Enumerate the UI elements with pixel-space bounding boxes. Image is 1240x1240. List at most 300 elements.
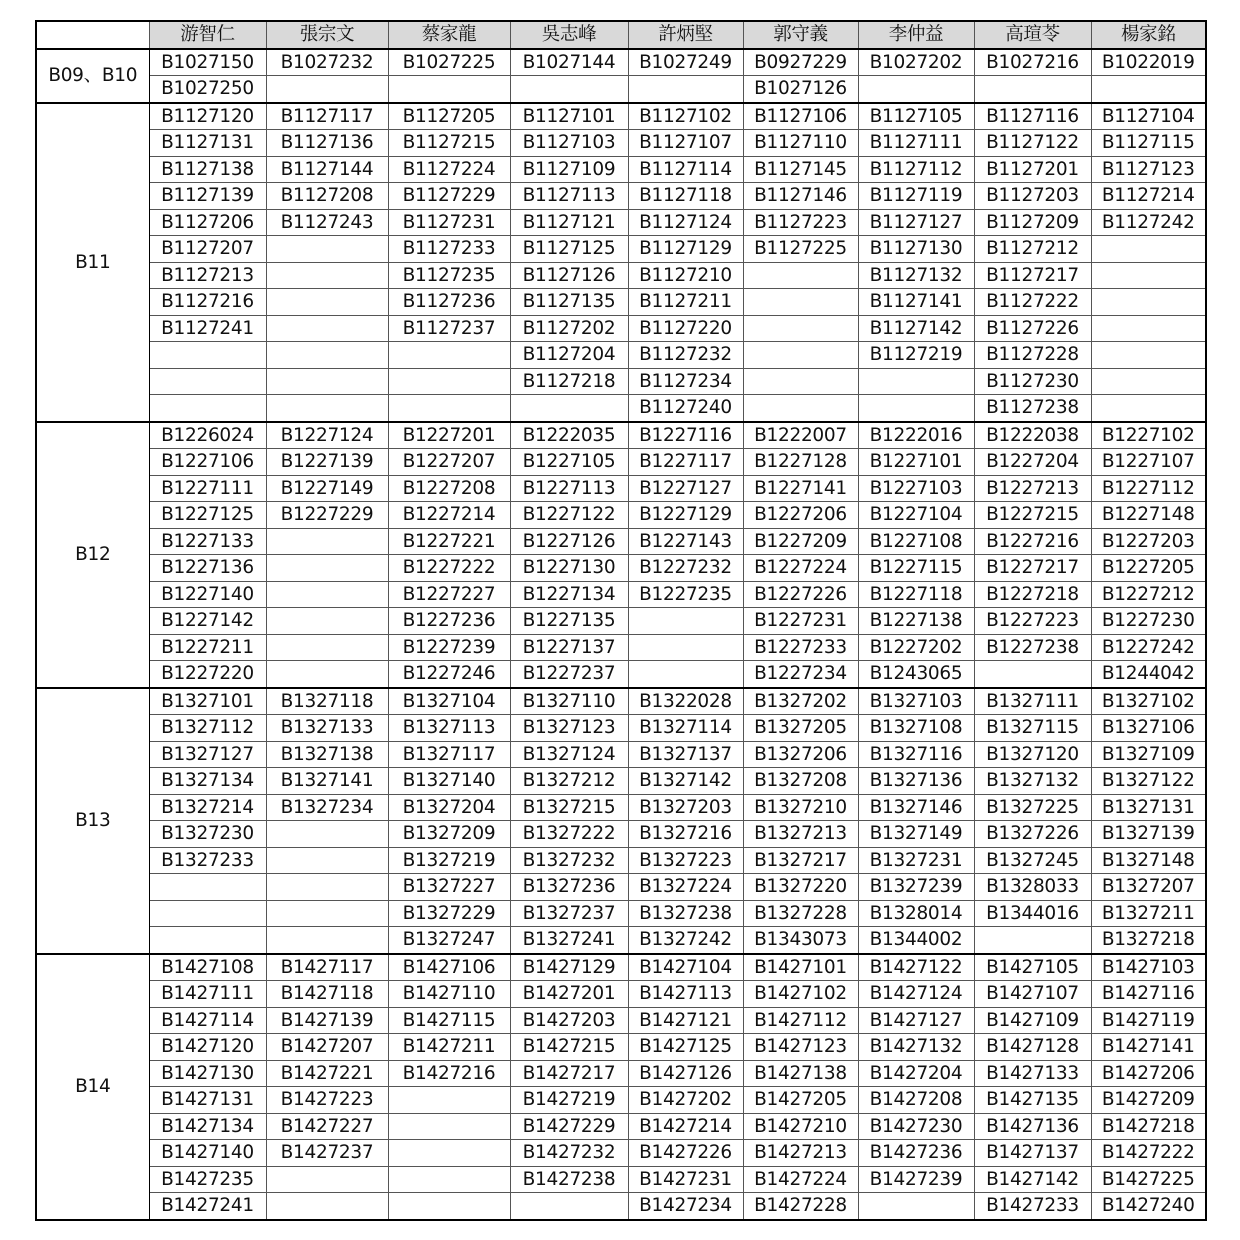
student-id-cell: B1427207 xyxy=(266,1034,388,1061)
table-row xyxy=(36,581,1206,608)
student-id-cell: B1127241 xyxy=(149,315,266,342)
student-id-cell: B1127242 xyxy=(1091,209,1206,236)
table-row xyxy=(36,1166,1206,1193)
student-id-cell: B1127229 xyxy=(388,183,510,210)
student-id-cell: B1327112 xyxy=(149,715,266,742)
student-id-cell: B1327211 xyxy=(1091,900,1206,927)
student-id-cell: B1327109 xyxy=(1091,741,1206,768)
student-id-cell: B1227122 xyxy=(510,502,628,529)
student-id-cell: B1027216 xyxy=(974,49,1091,76)
student-id-cell xyxy=(266,368,388,395)
student-id-cell: B1227229 xyxy=(266,502,388,529)
student-id-cell: B1227143 xyxy=(628,528,743,555)
student-id-cell xyxy=(1091,76,1206,103)
student-id-cell: B1427230 xyxy=(858,1113,974,1140)
student-id-cell: B1227204 xyxy=(974,449,1091,476)
student-id-cell: B1127209 xyxy=(974,209,1091,236)
student-id-cell xyxy=(388,1166,510,1193)
student-id-cell: B1427126 xyxy=(628,1060,743,1087)
student-id-cell: B1427237 xyxy=(266,1140,388,1167)
student-id-cell: B1427114 xyxy=(149,1007,266,1034)
student-id-cell: B1427105 xyxy=(974,954,1091,981)
student-id-cell: B1327140 xyxy=(388,768,510,795)
student-id-cell: B1327229 xyxy=(388,900,510,927)
student-id-cell: B1227101 xyxy=(858,449,974,476)
student-id-cell: B1227133 xyxy=(149,528,266,555)
student-id-cell: B1327202 xyxy=(743,688,858,715)
student-id-cell xyxy=(149,927,266,954)
student-id-cell: B1227218 xyxy=(974,581,1091,608)
student-id-cell: B1327134 xyxy=(149,768,266,795)
student-id-cell: B1427214 xyxy=(628,1113,743,1140)
student-id-cell xyxy=(149,342,266,369)
student-id-cell xyxy=(266,847,388,874)
student-id-cell: B1427202 xyxy=(628,1087,743,1114)
student-id-cell: B1427136 xyxy=(974,1113,1091,1140)
student-id-cell xyxy=(266,1193,388,1220)
student-id-cell: B1127218 xyxy=(510,368,628,395)
student-id-cell: B1427101 xyxy=(743,954,858,981)
student-id-cell: B1127235 xyxy=(388,262,510,289)
table-row xyxy=(36,927,1206,954)
student-id-cell: B1427130 xyxy=(149,1060,266,1087)
student-id-cell: B1227246 xyxy=(388,661,510,688)
student-id-cell: B1427217 xyxy=(510,1060,628,1087)
student-id-cell: B1328033 xyxy=(974,874,1091,901)
student-id-cell: B1427238 xyxy=(510,1166,628,1193)
student-id-cell: B1427103 xyxy=(1091,954,1206,981)
student-id-cell: B1127144 xyxy=(266,156,388,183)
student-id-cell: B1127104 xyxy=(1091,103,1206,130)
student-id-cell: B1327116 xyxy=(858,741,974,768)
student-id-cell: B1222038 xyxy=(974,422,1091,449)
student-id-cell: B1127213 xyxy=(149,262,266,289)
student-id-cell: B1127102 xyxy=(628,103,743,130)
student-id-cell: B1427226 xyxy=(628,1140,743,1167)
student-id-cell: B1327217 xyxy=(743,847,858,874)
student-id-cell: B1427113 xyxy=(628,981,743,1008)
student-id-cell: B1327104 xyxy=(388,688,510,715)
student-id-cell: B1327219 xyxy=(388,847,510,874)
student-id-cell: B1327111 xyxy=(974,688,1091,715)
student-id-cell: B1427204 xyxy=(858,1060,974,1087)
student-id-cell: B1327114 xyxy=(628,715,743,742)
student-id-cell: B0927229 xyxy=(743,49,858,76)
student-id-cell: B1327132 xyxy=(974,768,1091,795)
student-id-cell: B1027250 xyxy=(149,76,266,103)
student-id-cell: B1427224 xyxy=(743,1166,858,1193)
table-row xyxy=(36,900,1206,927)
student-id-cell: B1127101 xyxy=(510,103,628,130)
column-header-advisor: 楊家銘 xyxy=(1091,21,1206,49)
table-row xyxy=(36,1087,1206,1114)
student-id-cell: B1227106 xyxy=(149,449,266,476)
student-id-cell: B1127234 xyxy=(628,368,743,395)
student-id-cell xyxy=(743,315,858,342)
student-id-cell: B1327232 xyxy=(510,847,628,874)
student-id-cell: B1127129 xyxy=(628,236,743,263)
student-id-cell: B1327241 xyxy=(510,927,628,954)
student-id-cell: B1227215 xyxy=(974,502,1091,529)
table-row xyxy=(36,76,1206,103)
student-id-cell: B1427203 xyxy=(510,1007,628,1034)
student-id-cell: B1427131 xyxy=(149,1087,266,1114)
student-id-cell: B1127122 xyxy=(974,130,1091,157)
student-id-cell xyxy=(388,1087,510,1114)
student-id-cell: B1327231 xyxy=(858,847,974,874)
student-id-cell: B1127243 xyxy=(266,209,388,236)
student-id-cell: B1227220 xyxy=(149,661,266,688)
student-id-cell: B1328014 xyxy=(858,900,974,927)
student-id-cell: B1427134 xyxy=(149,1113,266,1140)
student-id-cell: B1327228 xyxy=(743,900,858,927)
student-id-cell xyxy=(266,661,388,688)
student-id-cell: B1127217 xyxy=(974,262,1091,289)
student-id-cell: B1327209 xyxy=(388,821,510,848)
student-id-cell: B1227207 xyxy=(388,449,510,476)
student-id-cell: B1427110 xyxy=(388,981,510,1008)
student-id-cell: B1127207 xyxy=(149,236,266,263)
cohort-label: B11 xyxy=(36,103,149,422)
student-id-cell: B1227242 xyxy=(1091,634,1206,661)
student-id-cell: B1327106 xyxy=(1091,715,1206,742)
student-id-cell: B1327237 xyxy=(510,900,628,927)
table-row xyxy=(36,821,1206,848)
student-id-cell: B1427208 xyxy=(858,1087,974,1114)
table-row xyxy=(36,262,1206,289)
student-id-cell: B1222007 xyxy=(743,422,858,449)
student-id-cell: B1027249 xyxy=(628,49,743,76)
student-id-cell: B1327110 xyxy=(510,688,628,715)
student-id-cell: B1227112 xyxy=(1091,475,1206,502)
column-header-advisor: 游智仁 xyxy=(149,21,266,49)
student-id-cell xyxy=(266,315,388,342)
student-id-cell: B1327218 xyxy=(1091,927,1206,954)
student-id-cell: B1127228 xyxy=(974,342,1091,369)
student-id-cell xyxy=(510,76,628,103)
student-id-cell: B1427219 xyxy=(510,1087,628,1114)
table-row xyxy=(36,315,1206,342)
student-id-cell: B1327236 xyxy=(510,874,628,901)
student-id-cell: B1127230 xyxy=(974,368,1091,395)
student-id-cell: B1227104 xyxy=(858,502,974,529)
student-id-cell: B1427102 xyxy=(743,981,858,1008)
student-id-cell xyxy=(974,927,1091,954)
student-id-cell: B1427218 xyxy=(1091,1113,1206,1140)
cohort-label: B12 xyxy=(36,422,149,688)
student-id-cell: B1127110 xyxy=(743,130,858,157)
student-id-cell: B1427233 xyxy=(974,1193,1091,1220)
column-header-advisor: 許炳堅 xyxy=(628,21,743,49)
student-id-cell: B1427228 xyxy=(743,1193,858,1220)
student-id-cell: B1127222 xyxy=(974,289,1091,316)
student-id-cell: B1327203 xyxy=(628,794,743,821)
student-id-cell: B1227203 xyxy=(1091,528,1206,555)
student-id-cell: B1427138 xyxy=(743,1060,858,1087)
student-id-cell: B1127233 xyxy=(388,236,510,263)
student-id-cell: B1022019 xyxy=(1091,49,1206,76)
student-id-cell: B1227213 xyxy=(974,475,1091,502)
student-id-cell xyxy=(858,395,974,422)
student-id-cell xyxy=(266,262,388,289)
table-row xyxy=(36,130,1206,157)
student-id-cell: B1327215 xyxy=(510,794,628,821)
student-id-cell: B1327247 xyxy=(388,927,510,954)
column-header-advisor: 李仲益 xyxy=(858,21,974,49)
student-id-cell: B1327230 xyxy=(149,821,266,848)
student-id-cell: B1227130 xyxy=(510,555,628,582)
student-id-cell: B1127135 xyxy=(510,289,628,316)
table-row xyxy=(36,422,1206,449)
student-id-cell: B1127123 xyxy=(1091,156,1206,183)
student-id-cell: B1427125 xyxy=(628,1034,743,1061)
student-id-cell xyxy=(974,661,1091,688)
table-row xyxy=(36,981,1206,1008)
student-id-cell: B1427123 xyxy=(743,1034,858,1061)
corner-cell xyxy=(36,21,149,49)
student-id-cell: B1222035 xyxy=(510,422,628,449)
student-id-cell xyxy=(743,342,858,369)
student-id-cell xyxy=(388,1140,510,1167)
table-row xyxy=(36,1034,1206,1061)
student-id-cell: B1427215 xyxy=(510,1034,628,1061)
student-id-cell: B1127226 xyxy=(974,315,1091,342)
table-row xyxy=(36,49,1206,76)
student-id-cell: B1127215 xyxy=(388,130,510,157)
student-id-cell: B1427221 xyxy=(266,1060,388,1087)
student-id-cell: B1127138 xyxy=(149,156,266,183)
student-id-cell: B1427118 xyxy=(266,981,388,1008)
student-id-cell: B1427111 xyxy=(149,981,266,1008)
student-id-cell: B1127115 xyxy=(1091,130,1206,157)
student-id-cell: B1427234 xyxy=(628,1193,743,1220)
student-id-cell: B1127204 xyxy=(510,342,628,369)
student-id-cell xyxy=(266,821,388,848)
student-id-cell: B1327227 xyxy=(388,874,510,901)
student-id-cell xyxy=(510,1193,628,1220)
student-id-cell: B1327133 xyxy=(266,715,388,742)
table-row xyxy=(36,874,1206,901)
student-id-cell xyxy=(388,1113,510,1140)
table-row xyxy=(36,1007,1206,1034)
student-id-cell xyxy=(1091,368,1206,395)
student-id-cell: B1322028 xyxy=(628,688,743,715)
student-id-cell: B1127136 xyxy=(266,130,388,157)
student-id-cell: B1027225 xyxy=(388,49,510,76)
student-id-cell: B1227236 xyxy=(388,608,510,635)
column-header-advisor: 蔡家龍 xyxy=(388,21,510,49)
student-id-cell: B1227222 xyxy=(388,555,510,582)
student-id-cell: B1427133 xyxy=(974,1060,1091,1087)
student-id-cell xyxy=(858,76,974,103)
student-id-cell: B1427209 xyxy=(1091,1087,1206,1114)
student-id-cell: B1327213 xyxy=(743,821,858,848)
student-id-cell xyxy=(743,262,858,289)
student-id-cell: B1227232 xyxy=(628,555,743,582)
student-id-cell: B1327245 xyxy=(974,847,1091,874)
student-id-cell: B1227127 xyxy=(628,475,743,502)
student-id-cell: B1127119 xyxy=(858,183,974,210)
student-id-cell xyxy=(266,395,388,422)
student-id-cell: B1327222 xyxy=(510,821,628,848)
student-id-cell: B1127116 xyxy=(974,103,1091,130)
student-id-cell: B1127225 xyxy=(743,236,858,263)
student-id-cell: B1227206 xyxy=(743,502,858,529)
table-header xyxy=(36,21,1206,49)
table-row xyxy=(36,688,1206,715)
student-id-cell xyxy=(628,608,743,635)
student-id-cell: B1227202 xyxy=(858,634,974,661)
student-id-cell: B1427213 xyxy=(743,1140,858,1167)
student-id-cell: B1427127 xyxy=(858,1007,974,1034)
student-id-cell: B1127131 xyxy=(149,130,266,157)
student-id-cell: B1427108 xyxy=(149,954,266,981)
student-id-cell: B1127214 xyxy=(1091,183,1206,210)
student-id-cell: B1327138 xyxy=(266,741,388,768)
student-id-cell: B1227211 xyxy=(149,634,266,661)
student-id-cell: B1227205 xyxy=(1091,555,1206,582)
student-id-cell: B1227107 xyxy=(1091,449,1206,476)
student-id-cell: B1427137 xyxy=(974,1140,1091,1167)
table-row xyxy=(36,608,1206,635)
student-id-cell: B1427241 xyxy=(149,1193,266,1220)
student-id-cell: B1227239 xyxy=(388,634,510,661)
student-id-cell xyxy=(149,368,266,395)
student-id-cell: B1344016 xyxy=(974,900,1091,927)
student-id-cell: B1327234 xyxy=(266,794,388,821)
student-id-cell: B1327122 xyxy=(1091,768,1206,795)
student-id-cell xyxy=(266,555,388,582)
student-id-cell: B1127240 xyxy=(628,395,743,422)
student-id-cell: B1327136 xyxy=(858,768,974,795)
student-id-cell: B1327149 xyxy=(858,821,974,848)
student-id-cell: B1427216 xyxy=(388,1060,510,1087)
student-id-cell: B1327131 xyxy=(1091,794,1206,821)
student-id-cell: B1227208 xyxy=(388,475,510,502)
student-id-cell xyxy=(743,395,858,422)
student-id-cell: B1227216 xyxy=(974,528,1091,555)
student-id-cell: B1427227 xyxy=(266,1113,388,1140)
student-id-cell: B1227235 xyxy=(628,581,743,608)
student-id-cell: B1227233 xyxy=(743,634,858,661)
student-id-cell: B1127205 xyxy=(388,103,510,130)
student-id-cell xyxy=(266,634,388,661)
student-id-cell: B1127238 xyxy=(974,395,1091,422)
student-id-cell: B1227111 xyxy=(149,475,266,502)
student-id-cell xyxy=(149,900,266,927)
student-id-cell: B1127220 xyxy=(628,315,743,342)
table-row xyxy=(36,156,1206,183)
student-id-cell: B1427206 xyxy=(1091,1060,1206,1087)
student-id-cell: B1427106 xyxy=(388,954,510,981)
student-id-cell: B1127224 xyxy=(388,156,510,183)
student-id-cell: B1327210 xyxy=(743,794,858,821)
student-id-cell: B1227116 xyxy=(628,422,743,449)
student-id-cell xyxy=(1091,289,1206,316)
table-row xyxy=(36,528,1206,555)
student-id-cell: B1327242 xyxy=(628,927,743,954)
student-id-cell: B1227136 xyxy=(149,555,266,582)
student-id-cell: B1327103 xyxy=(858,688,974,715)
student-id-cell: B1027202 xyxy=(858,49,974,76)
student-id-cell xyxy=(266,581,388,608)
student-id-cell: B1227212 xyxy=(1091,581,1206,608)
student-id-cell xyxy=(266,927,388,954)
student-id-cell xyxy=(266,289,388,316)
student-id-cell: B1327118 xyxy=(266,688,388,715)
student-id-cell: B1427222 xyxy=(1091,1140,1206,1167)
student-id-cell: B1227138 xyxy=(858,608,974,635)
student-id-cell xyxy=(266,1166,388,1193)
student-id-cell xyxy=(743,289,858,316)
student-id-cell: B1127212 xyxy=(974,236,1091,263)
table-row xyxy=(36,342,1206,369)
student-id-cell: B1127105 xyxy=(858,103,974,130)
table-row xyxy=(36,1113,1206,1140)
student-id-cell: B1427142 xyxy=(974,1166,1091,1193)
student-id-cell: B1227231 xyxy=(743,608,858,635)
student-id-cell: B1027150 xyxy=(149,49,266,76)
table-row xyxy=(36,847,1206,874)
student-id-cell: B1327214 xyxy=(149,794,266,821)
student-id-cell: B1127113 xyxy=(510,183,628,210)
student-id-cell: B1227117 xyxy=(628,449,743,476)
student-id-cell xyxy=(743,368,858,395)
student-id-cell: B1127126 xyxy=(510,262,628,289)
student-id-cell: B1227126 xyxy=(510,528,628,555)
student-id-cell: B1327239 xyxy=(858,874,974,901)
student-id-cell: B1227135 xyxy=(510,608,628,635)
student-id-cell: B1226024 xyxy=(149,422,266,449)
student-id-cell: B1227221 xyxy=(388,528,510,555)
student-id-cell: B1327233 xyxy=(149,847,266,874)
student-id-cell: B1227118 xyxy=(858,581,974,608)
student-id-cell: B1327205 xyxy=(743,715,858,742)
student-id-cell: B1427129 xyxy=(510,954,628,981)
table-row xyxy=(36,715,1206,742)
student-id-cell: B1227148 xyxy=(1091,502,1206,529)
student-id-cell xyxy=(388,368,510,395)
student-id-cell: B1222016 xyxy=(858,422,974,449)
student-id-cell: B1127216 xyxy=(149,289,266,316)
student-id-cell: B1127109 xyxy=(510,156,628,183)
student-id-cell: B1327216 xyxy=(628,821,743,848)
student-id-cell: B1427210 xyxy=(743,1113,858,1140)
student-id-cell: B1127231 xyxy=(388,209,510,236)
table-row xyxy=(36,236,1206,263)
student-id-cell xyxy=(266,900,388,927)
student-id-cell: B1127125 xyxy=(510,236,628,263)
student-id-cell: B1327123 xyxy=(510,715,628,742)
student-id-cell: B1227149 xyxy=(266,475,388,502)
student-id-cell: B1427211 xyxy=(388,1034,510,1061)
student-id-cell: B1427231 xyxy=(628,1166,743,1193)
student-id-cell xyxy=(1091,262,1206,289)
table-row xyxy=(36,502,1206,529)
student-id-cell xyxy=(628,76,743,103)
student-id-cell: B1427109 xyxy=(974,1007,1091,1034)
table-row xyxy=(36,395,1206,422)
student-id-cell: B1127139 xyxy=(149,183,266,210)
student-id-cell xyxy=(149,874,266,901)
student-id-cell: B1127206 xyxy=(149,209,266,236)
student-id-cell: B1127232 xyxy=(628,342,743,369)
student-id-cell: B1127124 xyxy=(628,209,743,236)
student-id-cell: B1227201 xyxy=(388,422,510,449)
student-id-cell xyxy=(628,661,743,688)
student-id-cell: B1227140 xyxy=(149,581,266,608)
student-id-cell: B1227214 xyxy=(388,502,510,529)
